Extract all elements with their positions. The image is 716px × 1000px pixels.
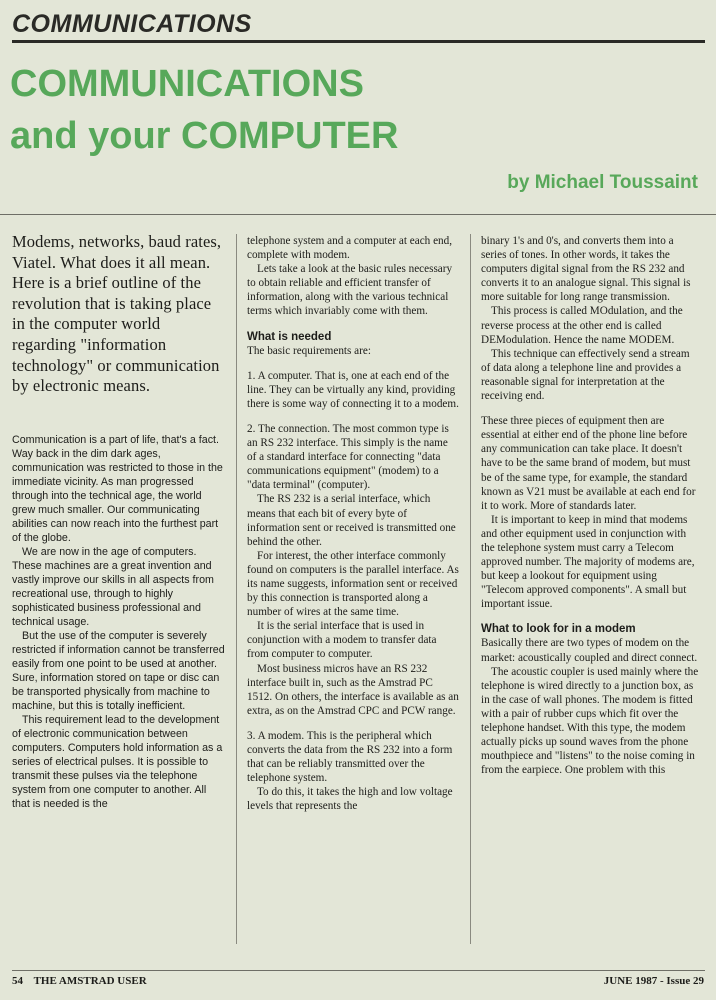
footer-left [12, 975, 147, 987]
title-line-2: and your COMPUTER [10, 115, 399, 157]
title-line-1: COMMUNICATIONS [10, 63, 364, 105]
subheading-what-is-needed: What is needed [247, 330, 332, 343]
body-paragraph: 1. A computer. That is, one at each end of the line. They can be virtually any kind, providing there is some way of connecting it to a modem. [247, 369, 459, 410]
body-paragraph: This requirement lead to the development of electronic communication between computers. Computers hold information as a series of electrical pulses. It is possible to transmit these pulses via the telephone system from one computer to another. All that is needed is the [12, 713, 223, 810]
issue-info: JUNE 1987 - Issue 29 [603, 975, 704, 987]
body-paragraph: The acoustic coupler is used mainly where the telephone is wired directly to a junction box, as in the case of wall phones. The modem is fitted with a pair of rubber cups which fit over the telephone handset. With this type, the modem actually picks up sound waves from the phone mouthpiece and "listens" to the noise coming in from the earpiece. One problem with this [481, 665, 699, 777]
body-paragraph: It is the serial interface that is used in conjunction with a modem to transfer data from computer to computer. [247, 620, 437, 661]
magazine-name: THE AMSTRAD USER [33, 975, 147, 987]
page-number: 54 [12, 975, 23, 987]
body-paragraph: The RS 232 is a serial interface, which means that each bit of every byte of information sent or received is transmitted one behind the other. [247, 493, 456, 548]
footer-rule [12, 970, 705, 971]
body-paragraph: We are now in the age of computers. These machines are a great invention and vastly improve our skills in all aspects from recreational use, through to highly sophisticated business professional and technical usage. [12, 545, 214, 628]
column-3 [481, 234, 699, 946]
body-paragraph: It is important to keep in mind that modems and other equipment used in conjunction with the telephone system must carry a Telecom approved number. The majority of modems are, but keep a lookout for equipment using "Telecom approved components". A small but important issue. [481, 513, 695, 611]
column-divider [470, 234, 471, 944]
body-paragraph: Lets take a look at the basic rules necessary to obtain reliable and efficient transfer of information, along with the various technical terms which invariably come with them. [247, 263, 453, 318]
article-title [10, 58, 610, 162]
body-paragraph: But the use of the computer is severely restricted if information cannot be transferred easily from one point to be used at another. Sure, information stored on tape or disc can be transported physically from machine to machine, but this is totally inefficient. [12, 629, 225, 712]
body-paragraph: For interest, the other interface commonly found on computers is the parallel interface. As its name suggests, information sent or received by this connection is transported along a number of wires at the same time. [247, 549, 459, 619]
body-paragraph: binary 1's and 0's, and converts them into a series of tones. In other words, it takes the computers digital signal from the RS 232 and converts it to an analogue signal. This signal is more suitable for long range transmission. [481, 235, 691, 304]
body-paragraph: telephone system and a computer at each end, complete with modem. [247, 235, 453, 262]
body-paragraph: To do this, it takes the high and low voltage levels that represents the [247, 786, 453, 813]
body-paragraph: The basic requirements are: [247, 344, 371, 357]
body-paragraph: This process is called MOdulation, and the reverse process at the other end is called DEModulation. Hence the name MODEM. [481, 305, 683, 346]
section-header: COMMUNICATIONS [12, 10, 252, 38]
subheading-what-to-look-for: What to look for in a modem [481, 623, 636, 636]
body-paragraph: 2. The connection. The most common type is an RS 232 interface. This simply is the name of a standard interface for connecting "data communications equipment" (modem) to a "data terminal" (computer). [247, 422, 449, 492]
body-paragraph: This technique can effectively send a stream of data along a telephone line and provides a reasonable signal for interpretation at the receiving end. [481, 347, 690, 403]
body-paragraph: 3. A modem. This is the peripheral which converts the data from the RS 232 into a form that can be reliably transmitted over the telephone system. [247, 729, 453, 785]
byline: by Michael Toussaint [507, 172, 698, 193]
body-paragraph: Communication is a part of life, that's a fact. Way back in the dim dark ages, communication was restricted to those in the immediate vicinity. As man progressed through into the technical age, the world grew much smaller. Our communicating abilities can now reach into the furthest part of the globe. [12, 433, 223, 544]
intro-paragraph: Modems, networks, baud rates, Viatel. What does it all mean. Here is a brief outline of the revolution that is taking place in the computer world regarding "information technology" or communication by electronic means. [12, 232, 222, 396]
body-paragraph: These three pieces of equipment then are essential at either end of the phone line before any communication can take place. It doesn't have to be the same brand of modem, but must be of the same type, for example, the standard known as V21 must be available at each end for it to work. More of standards later. [481, 415, 696, 512]
column-2 [247, 234, 459, 946]
column-1 [12, 232, 226, 944]
title-rule [0, 214, 716, 215]
header-rule [12, 40, 705, 43]
body-paragraph: Basically there are two types of modem on the market: acoustically coupled and direct connect. [481, 637, 698, 664]
body-paragraph: Most business micros have an RS 232 interface built in, such as the Amstrad PC 1512. On others, the interface is available as an extra, as on the Amstrad CPC and PCW range. [247, 662, 459, 717]
column-divider [236, 234, 237, 944]
